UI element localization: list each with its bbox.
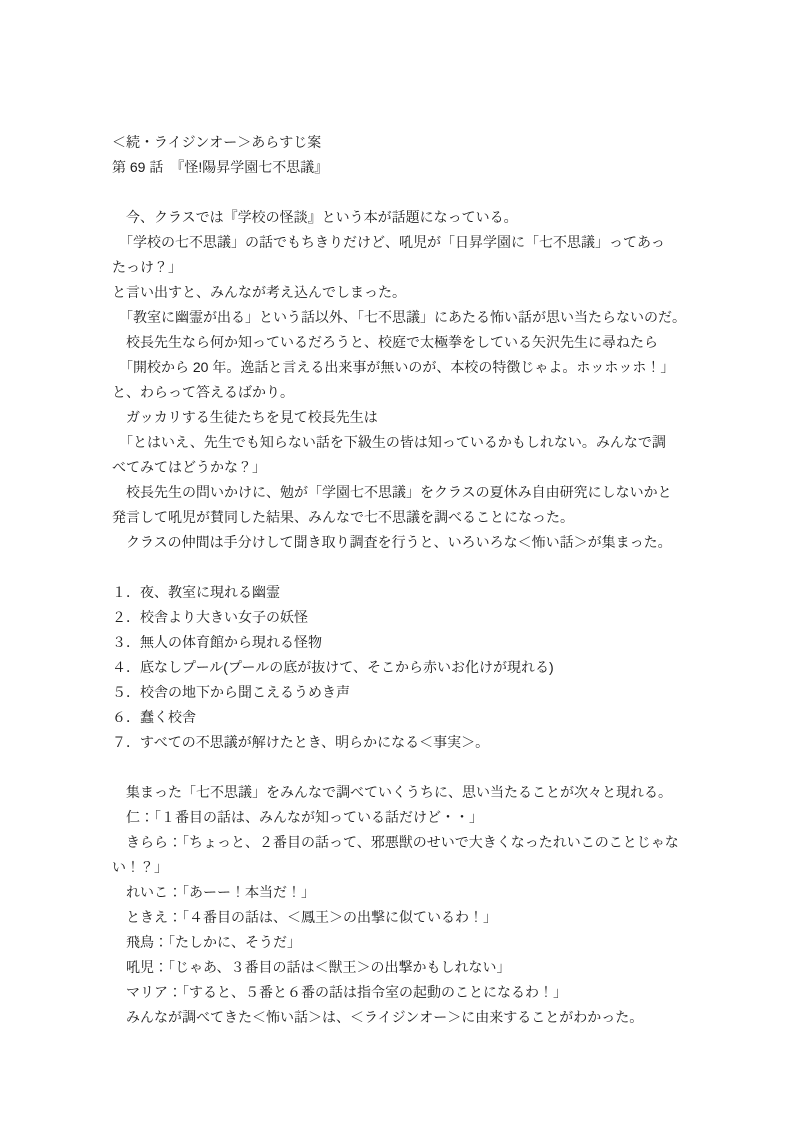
list-item: ４．底なしプール(プールの底が抜けて、そこから赤いお化けが現れる) <box>112 659 554 675</box>
dialogue-line: 仁：「１番目の話は、みんなが知っている話だけど・・」 <box>112 809 483 825</box>
dialogue-line: 吼児：「じゃあ、３番目の話は＜獣王＞の出撃かもしれない」 <box>112 959 511 975</box>
dialogue-line: ときえ：「４番目の話は、＜鳳王＞の出撃に似ているわ！」 <box>112 909 497 925</box>
text-line: 「学校の七不思議」の話でもちきりだけど、吼児が「日昇学園に「七不思議」ってあっ <box>112 234 665 250</box>
text-line: と言い出すと、みんなが考え込んでしまった。 <box>112 284 406 300</box>
list-item: ７．すべての不思議が解けたとき、明らかになる＜事実＞。 <box>112 734 490 750</box>
text-line: 今、クラスでは『学校の怪談』という本が話題になっている。 <box>112 209 518 225</box>
text-line: たっけ？」 <box>112 259 182 275</box>
text-line: 「教室に幽霊が出る」という話以外、「七不思議」にあたる怖い話が思い当たらないのだ。 <box>112 309 686 325</box>
blank-line <box>112 555 704 580</box>
seven-wonders-list <box>112 580 704 755</box>
list-item: ６．蠢く校舎 <box>112 709 196 725</box>
text-line: みんなが調べてきた＜怖い話＞は、＜ライジンオー＞に由来することがわかった。 <box>112 1009 644 1025</box>
text-line: べてみてはどうかな？」 <box>112 459 266 475</box>
text-line: 校長先生なら何か知っているだろうと、校庭で太極拳をしている矢沢先生に尋ねたら <box>112 334 658 350</box>
document-header <box>112 130 704 180</box>
text-line: 集まった「七不思議」をみんなで調べていくうちに、思い当たることが次々と現れる。 <box>112 784 672 800</box>
dialogue-line: い！？」 <box>112 859 168 875</box>
text-line: クラスの仲間は手分けして聞き取り調査を行うと、いろいろな＜怖い話＞が集まった。 <box>112 534 672 550</box>
list-item: １．夜、教室に現れる幽霊 <box>112 584 280 600</box>
list-item: ５．校舎の地下から聞こえるうめき声 <box>112 684 350 700</box>
list-item: ２．校舎より大きい女子の妖怪 <box>112 609 308 625</box>
text-line: 「とはいえ、先生でも知らない話を下級生の皆は知っているかもしれない。みんなで調 <box>112 434 666 450</box>
dialogue-line: きらら：「ちょっと、２番目の話って、邪悪獣のせいで大きくなったれいこのことじゃな <box>112 834 679 850</box>
dialogue-line: マリア：「すると、５番と６番の話は指令室の起動のことになるわ！」 <box>112 984 567 1000</box>
synopsis-section <box>112 205 704 555</box>
text-line: 発言して吼児が賛同した結果、みんなで七不思議を調べることになった。 <box>112 509 574 525</box>
blank-line <box>112 755 704 780</box>
text-line: 校長先生の問いかけに、勉が「学園七不思議」をクラスの夏休み自由研究にしないかと <box>112 484 672 500</box>
investigation-section <box>112 780 704 1030</box>
series-title-line: ＜続・ライジンオー＞あらすじ案 <box>112 134 322 150</box>
dialogue-line: 飛鳥：「たしかに、そうだ」 <box>112 934 301 950</box>
episode-title-line: 第 69 話 『怪!陽昇学園七不思議』 <box>112 159 329 175</box>
text-line: と、わらって答えるばかり。 <box>112 384 294 400</box>
text-line: ガッカリする生徒たちを見て校長先生は <box>112 409 378 425</box>
dialogue-line: れいこ：「あーー！本当だ！」 <box>112 884 315 900</box>
blank-line <box>112 180 704 205</box>
text-line: 「開校から 20 年。逸話と言える出来事が無いのが、本校の特徴じゃよ。ホッホッホ！」 <box>112 359 675 375</box>
list-item: ３．無人の体育館から現れる怪物 <box>112 634 322 650</box>
